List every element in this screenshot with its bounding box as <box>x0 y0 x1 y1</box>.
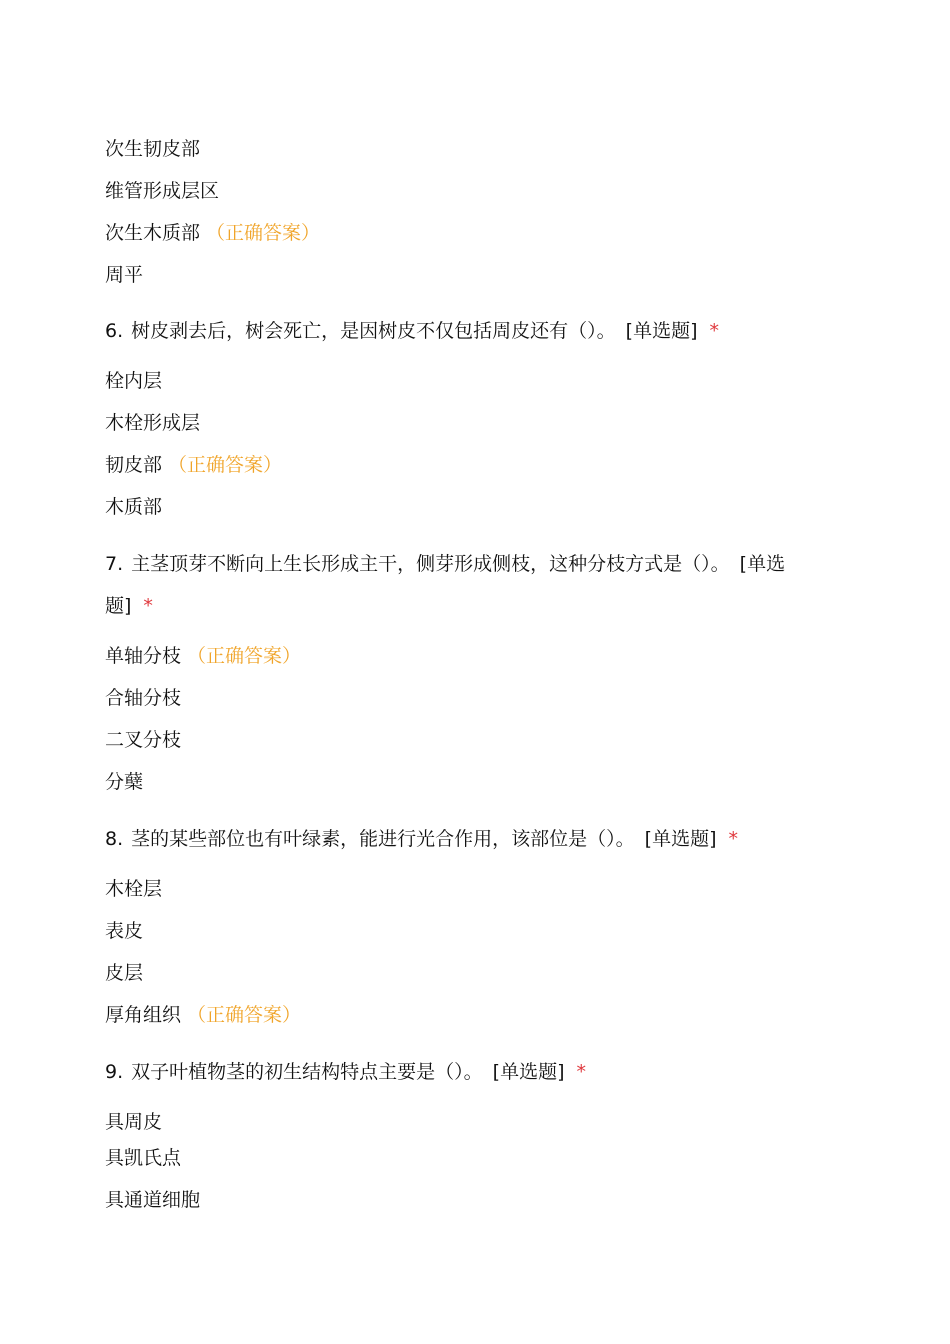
option-text: 厚角组织 <box>105 1004 182 1026</box>
question-text: 主茎顶芽不断向上生长形成主干，侧芽形成侧枝，这种分枝方式是（）。 <box>131 553 730 575</box>
option-text: 具凯氏点 <box>105 1147 182 1169</box>
required-marker: * <box>576 1061 586 1083</box>
question-type-tag: [单选题] <box>105 553 786 617</box>
correct-answer-label: （正确答案） <box>206 222 321 244</box>
option-text: 韧皮部 <box>105 454 163 476</box>
option-text: 次生韧皮部 <box>105 138 201 160</box>
correct-answer-label: （正确答案） <box>187 645 302 667</box>
question-title <box>105 1051 825 1093</box>
option-item[interactable] <box>105 136 200 162</box>
question-number: 7. <box>105 553 124 575</box>
question-text: 双子叶植物茎的初生结构特点主要是（）。 <box>131 1061 483 1083</box>
option-text: 皮层 <box>105 962 144 984</box>
option-item[interactable] <box>105 178 219 204</box>
option-item[interactable] <box>105 643 301 669</box>
option-item[interactable] <box>105 368 162 394</box>
correct-answer-label: （正确答案） <box>187 1004 302 1026</box>
option-item[interactable] <box>105 727 181 753</box>
option-text: 栓内层 <box>105 370 163 392</box>
question-title <box>105 818 825 860</box>
option-text: 具周皮 <box>105 1111 163 1133</box>
question-type-tag: [单选题] <box>625 320 698 342</box>
option-text: 木质部 <box>105 496 163 518</box>
option-text: 木栓层 <box>105 878 163 900</box>
correct-answer-label: （正确答案） <box>168 454 283 476</box>
question-text: 树皮剥去后，树会死亡，是因树皮不仅包括周皮还有（）。 <box>131 320 616 342</box>
option-item[interactable] <box>105 494 162 520</box>
option-item[interactable] <box>105 220 320 246</box>
question-title <box>105 543 821 627</box>
option-text: 具通道细胞 <box>105 1189 201 1211</box>
option-text: 二叉分枝 <box>105 729 182 751</box>
question-number: 6. <box>105 320 124 342</box>
option-item[interactable] <box>105 1187 200 1213</box>
question-number: 9. <box>105 1061 124 1083</box>
option-item[interactable] <box>105 769 143 795</box>
option-item[interactable] <box>105 262 143 288</box>
option-item[interactable] <box>105 685 181 711</box>
required-marker: * <box>709 320 719 342</box>
option-text: 次生木质部 <box>105 222 201 244</box>
question-number: 8. <box>105 828 124 850</box>
option-item[interactable] <box>105 1109 162 1135</box>
option-item[interactable] <box>105 410 200 436</box>
option-item[interactable] <box>105 876 162 902</box>
question-title <box>105 310 825 352</box>
option-item[interactable] <box>105 452 282 478</box>
option-item[interactable] <box>105 1002 301 1028</box>
option-item[interactable] <box>105 960 143 986</box>
option-text: 分蘖 <box>105 771 144 793</box>
option-text: 维管形成层区 <box>105 180 220 202</box>
option-text: 周平 <box>105 264 144 286</box>
required-marker: * <box>143 595 153 617</box>
option-text: 木栓形成层 <box>105 412 201 434</box>
option-item[interactable] <box>105 918 143 944</box>
question-text: 茎的某些部位也有叶绿素，能进行光合作用，该部位是（）。 <box>131 828 635 850</box>
required-marker: * <box>728 828 738 850</box>
option-text: 单轴分枝 <box>105 645 182 667</box>
option-text: 表皮 <box>105 920 144 942</box>
question-type-tag: [单选题] <box>492 1061 565 1083</box>
question-type-tag: [单选题] <box>644 828 717 850</box>
option-text: 合轴分枝 <box>105 687 182 709</box>
option-item[interactable] <box>105 1145 181 1171</box>
